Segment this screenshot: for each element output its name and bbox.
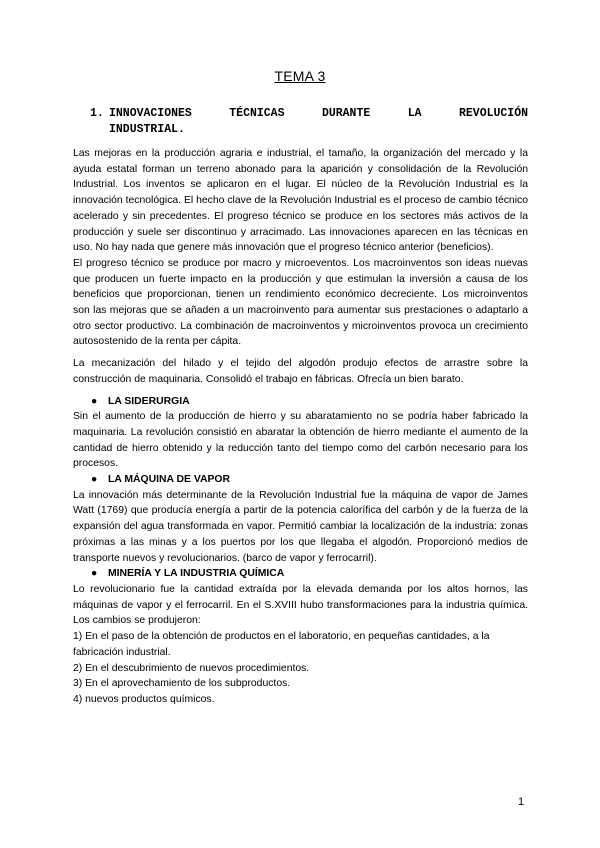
document-body bbox=[73, 146, 528, 708]
document-title: TEMA 3 bbox=[274, 68, 326, 84]
bullet-icon: ● bbox=[91, 474, 98, 486]
list-item: 3) En el aprovechamiento de los subproductos. bbox=[73, 678, 291, 690]
changes-list bbox=[73, 629, 528, 708]
section-heading bbox=[90, 106, 528, 138]
subsection-heading-siderurgia bbox=[73, 394, 528, 410]
list-item: 1) En el paso de la obtención de productos en el laboratorio, en pequeñas cantidades, a la fabricación industrial. bbox=[73, 631, 490, 658]
bullet-icon: ● bbox=[91, 395, 98, 407]
subsection-title: LA SIDERURGIA bbox=[108, 395, 190, 407]
list-item: 2) En el descubrimiento de nuevos procedimientos. bbox=[73, 662, 310, 674]
subsection-heading-mineria bbox=[73, 566, 528, 582]
page-number: 1 bbox=[518, 796, 525, 808]
paragraph-siderurgia: Sin el aumento de la producción de hierro y su abaratamiento no se podría haber fabricado la maquinaria. La revolución consistió en abaratar la obtención de hierro mediante el aumento de la cantidad de hierro obtenido y la reducción tanto del tiempo como del carbón necesario para los procesos. bbox=[73, 411, 528, 470]
section-heading-line2: INDUSTRIAL. bbox=[109, 123, 185, 136]
paragraph-intro: Las mejoras en la producción agraria e industrial, el tamaño, la organización del mercado y la ayuda estatal forman un terreno abonado para la aparición y consolidación de la Revolución Industrial. Los inventos se aplicaron en el lugar. El núcleo de la Revolución Industrial es la innovación tecnológica. El hecho clave de la Revolución Industrial es el proceso de cambio técnico acelerado y sin precedentes. El progreso técnico se produce en los sectores más activos de la producción y suele ser discontinuo y arracimado. Las innovaciones aparecen en las técnicas en uso. No hay nada que genere más innovación que el progreso técnico anterior (beneficios). bbox=[73, 148, 528, 254]
subsection-heading-vapor bbox=[73, 472, 528, 488]
paragraph-mineria: Lo revolucionario fue la cantidad extraída por la elevada demanda por los altos hornos, las máquinas de vapor y el ferrocarril. En el S.XVIII hubo transformaciones para la industria química. Los cambios se produjeron: bbox=[73, 583, 528, 627]
paragraph-macroinventos: El progreso técnico se produce por macro y microeventos. Los macroinventos son ideas nuevas que producen un fuerte impacto en la producción y que estimulan la inversión a causa de los beneficios que proporcionan, tienen un rendimiento económico decreciente. Los microinventos son las mejoras que se añaden a un macroinvento para aumentar sus prestaciones o adaptarlo a otro sector productivo. La combinación de macroinventos y microinventos provoca un crecimiento autosostenido de la renta per cápita. bbox=[73, 257, 528, 348]
subsection-title: LA MÁQUINA DE VAPOR bbox=[108, 474, 230, 486]
paragraph-vapor: La innovación más determinante de la Revolución Industrial fue la máquina de vapor de James Watt (1769) que producía energía a partir de la potencia calorífica del carbón y de la fuerza de la expansión del agua transformada en vapor. Permitió cambiar la localización de la industria: zonas próximas a las minas y a los puertos por los que llegaba el algodón. Proporcionó medios de transporte nuevos y revolucionarios. (barco de vapor y ferrocarril). bbox=[73, 489, 528, 564]
paragraph-algodon: La mecanización del hilado y el tejido del algodón produjo efectos de arrastre sobre la construcción de maquinaria. Consolidó el trabajo en fábricas. Ofrecía un bien barato. bbox=[73, 358, 528, 385]
list-item: 4) nuevos productos químicos. bbox=[73, 693, 215, 705]
section-number: 1. bbox=[90, 107, 104, 120]
subsection-title: MINERÍA Y LA INDUSTRIA QUÍMICA bbox=[108, 568, 285, 580]
bullet-icon: ● bbox=[91, 568, 98, 580]
section-heading-line1: INNOVACIONES TÉCNICAS DURANTE LA REVOLUCIÓN bbox=[109, 107, 528, 120]
